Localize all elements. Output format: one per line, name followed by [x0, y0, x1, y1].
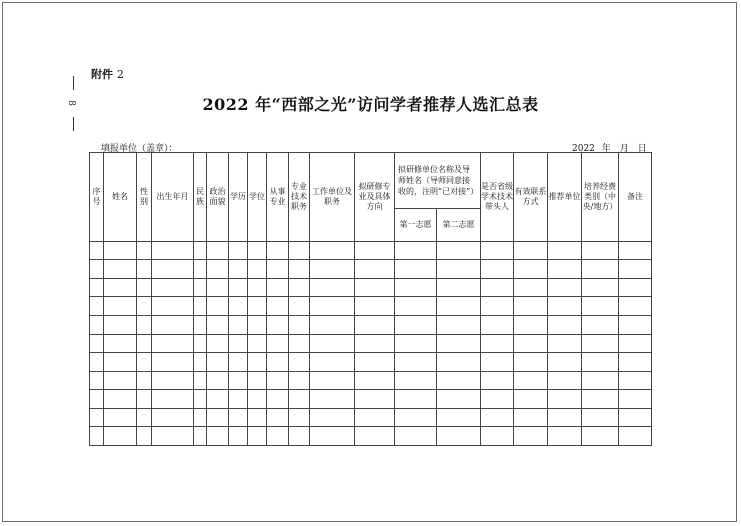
table-cell[interactable]: [619, 278, 652, 297]
table-cell[interactable]: [152, 260, 194, 279]
table-cell[interactable]: [548, 371, 582, 390]
table-cell[interactable]: [481, 297, 514, 316]
side-rule-bottom: [73, 117, 74, 131]
table-cell[interactable]: [582, 427, 619, 446]
table-cell[interactable]: [310, 297, 355, 316]
table-cell[interactable]: [481, 353, 514, 372]
header-ethnicity: 民族: [194, 153, 207, 242]
table-cell[interactable]: [619, 241, 652, 260]
table-cell[interactable]: [355, 408, 395, 427]
table-cell[interactable]: [194, 260, 207, 279]
table-cell[interactable]: [355, 371, 395, 390]
table-cell[interactable]: [437, 353, 481, 372]
table-cell[interactable]: [619, 408, 652, 427]
table-cell[interactable]: [137, 353, 152, 372]
table-cell[interactable]: [310, 334, 355, 353]
table-cell[interactable]: [90, 390, 104, 409]
table-cell[interactable]: [355, 390, 395, 409]
table-cell[interactable]: [437, 297, 481, 316]
table-cell[interactable]: [289, 241, 310, 260]
table-cell[interactable]: [137, 427, 152, 446]
table-cell[interactable]: [152, 315, 194, 334]
table-cell[interactable]: [395, 353, 437, 372]
table-cell[interactable]: [481, 371, 514, 390]
table-cell[interactable]: [395, 278, 437, 297]
header-birth: 出生年月: [152, 153, 194, 242]
header-name: 姓名: [104, 153, 137, 242]
table-cell[interactable]: [137, 241, 152, 260]
table-cell[interactable]: [289, 278, 310, 297]
table-cell[interactable]: [152, 278, 194, 297]
table-row: [90, 390, 652, 409]
table-cell[interactable]: [267, 278, 289, 297]
table-cell[interactable]: [229, 241, 248, 260]
table-cell[interactable]: [289, 353, 310, 372]
table-cell[interactable]: [582, 353, 619, 372]
table-cell[interactable]: [267, 427, 289, 446]
table-row: [90, 315, 652, 334]
table-cell[interactable]: [481, 408, 514, 427]
table-cell[interactable]: [310, 390, 355, 409]
table-cell[interactable]: [481, 260, 514, 279]
table-cell[interactable]: [194, 297, 207, 316]
table-cell[interactable]: [437, 315, 481, 334]
table-cell[interactable]: [548, 427, 582, 446]
table-cell[interactable]: [514, 241, 548, 260]
table-cell[interactable]: [267, 241, 289, 260]
table-cell[interactable]: [229, 408, 248, 427]
table-cell[interactable]: [289, 408, 310, 427]
table-cell[interactable]: [248, 353, 267, 372]
table-cell[interactable]: [152, 353, 194, 372]
table-cell[interactable]: [207, 390, 229, 409]
table-cell[interactable]: [289, 334, 310, 353]
table-cell[interactable]: [194, 408, 207, 427]
page-number-mark: 8: [65, 100, 76, 106]
table-cell[interactable]: [437, 427, 481, 446]
table-cell[interactable]: [481, 278, 514, 297]
table-cell[interactable]: [104, 297, 137, 316]
table-cell[interactable]: [90, 334, 104, 353]
table-cell[interactable]: [194, 390, 207, 409]
table-cell[interactable]: [619, 260, 652, 279]
table-row: [90, 371, 652, 390]
table-cell[interactable]: [104, 353, 137, 372]
table-cell[interactable]: [207, 260, 229, 279]
table-cell[interactable]: [194, 278, 207, 297]
table-cell[interactable]: [355, 427, 395, 446]
table-cell[interactable]: [548, 353, 582, 372]
table-cell[interactable]: [619, 353, 652, 372]
table-cell[interactable]: [194, 427, 207, 446]
table-cell[interactable]: [355, 353, 395, 372]
table-cell[interactable]: [152, 241, 194, 260]
table-cell[interactable]: [310, 408, 355, 427]
table-cell[interactable]: [355, 315, 395, 334]
table-cell[interactable]: [514, 408, 548, 427]
attachment-label: [91, 66, 124, 82]
table-cell[interactable]: [395, 371, 437, 390]
table-cell[interactable]: [395, 334, 437, 353]
table-cell[interactable]: [395, 297, 437, 316]
table-cell[interactable]: [481, 241, 514, 260]
header-first-choice: 第一志愿: [395, 208, 437, 241]
table-cell[interactable]: [289, 390, 310, 409]
table-cell[interactable]: [267, 297, 289, 316]
table-cell[interactable]: [152, 408, 194, 427]
table-cell[interactable]: [194, 315, 207, 334]
table-cell[interactable]: [248, 297, 267, 316]
header-host: 拟研修单位名称及导师姓名（导师同意接收的，注明“已对接”）: [395, 153, 481, 209]
table-row: [90, 278, 652, 297]
table-cell[interactable]: [355, 334, 395, 353]
table-cell[interactable]: [481, 315, 514, 334]
table-cell[interactable]: [248, 427, 267, 446]
table-cell[interactable]: [207, 334, 229, 353]
table-cell[interactable]: [582, 371, 619, 390]
table-row: [90, 241, 652, 260]
table-cell[interactable]: [152, 371, 194, 390]
table-cell[interactable]: [137, 278, 152, 297]
table-cell[interactable]: [229, 334, 248, 353]
header-research: 拟研修专业及具体方向: [355, 153, 395, 242]
table-cell[interactable]: [248, 260, 267, 279]
table-cell[interactable]: [267, 390, 289, 409]
table-cell[interactable]: [267, 353, 289, 372]
table-cell[interactable]: [207, 241, 229, 260]
table-cell[interactable]: [207, 427, 229, 446]
table-cell[interactable]: [582, 260, 619, 279]
table-cell[interactable]: [437, 390, 481, 409]
table-cell[interactable]: [582, 408, 619, 427]
table-cell[interactable]: [104, 427, 137, 446]
table-cell[interactable]: [514, 390, 548, 409]
header-remarks: 备注: [619, 153, 652, 242]
table-cell[interactable]: [229, 315, 248, 334]
table-cell[interactable]: [355, 241, 395, 260]
header-leader: 是否省级学术技术带头人: [481, 153, 514, 242]
table-cell[interactable]: [514, 334, 548, 353]
table-cell[interactable]: [90, 297, 104, 316]
table-cell[interactable]: [582, 297, 619, 316]
table-cell[interactable]: [548, 241, 582, 260]
table-cell[interactable]: [229, 260, 248, 279]
table-cell[interactable]: [514, 371, 548, 390]
table-cell[interactable]: [619, 334, 652, 353]
table-cell[interactable]: [194, 371, 207, 390]
table-cell[interactable]: [437, 408, 481, 427]
table-cell[interactable]: [481, 334, 514, 353]
table-cell[interactable]: [619, 371, 652, 390]
table-cell[interactable]: [152, 427, 194, 446]
table-cell[interactable]: [289, 260, 310, 279]
table-cell[interactable]: [437, 278, 481, 297]
table-cell[interactable]: [104, 278, 137, 297]
table-cell[interactable]: [395, 315, 437, 334]
table-cell[interactable]: [90, 260, 104, 279]
table-cell[interactable]: [514, 315, 548, 334]
table-cell[interactable]: [395, 241, 437, 260]
table-cell[interactable]: [355, 297, 395, 316]
table-cell[interactable]: [104, 408, 137, 427]
table-cell[interactable]: [137, 371, 152, 390]
table-cell[interactable]: [248, 408, 267, 427]
table-cell[interactable]: [395, 390, 437, 409]
table-cell[interactable]: [548, 260, 582, 279]
table-cell[interactable]: [229, 390, 248, 409]
table-cell[interactable]: [90, 315, 104, 334]
table-cell[interactable]: [267, 334, 289, 353]
table-cell[interactable]: [310, 427, 355, 446]
table-cell[interactable]: [207, 278, 229, 297]
table-cell[interactable]: [104, 371, 137, 390]
table-cell[interactable]: [619, 427, 652, 446]
table-cell[interactable]: [481, 390, 514, 409]
header-education: 学历: [229, 153, 248, 242]
table-cell[interactable]: [582, 241, 619, 260]
table-cell[interactable]: [355, 260, 395, 279]
header-contact: 有效联系方式: [514, 153, 548, 242]
table-cell[interactable]: [104, 260, 137, 279]
table-cell[interactable]: [582, 334, 619, 353]
table-cell[interactable]: [229, 371, 248, 390]
table-cell[interactable]: [248, 315, 267, 334]
table-cell[interactable]: [137, 297, 152, 316]
table-cell[interactable]: [152, 390, 194, 409]
header-funding: 培养经费类别（中央/地方）: [582, 153, 619, 242]
table-cell[interactable]: [137, 334, 152, 353]
header-gender: 性别: [137, 153, 152, 242]
header-degree: 学位: [248, 153, 267, 242]
table-cell[interactable]: [548, 390, 582, 409]
table-cell[interactable]: [582, 390, 619, 409]
table-cell[interactable]: [582, 278, 619, 297]
table-cell[interactable]: [194, 353, 207, 372]
table-cell[interactable]: [90, 353, 104, 372]
document-title: 2022 年“西部之光”访问学者推荐人选汇总表: [202, 95, 539, 114]
table-cell[interactable]: [619, 315, 652, 334]
table-cell[interactable]: [267, 371, 289, 390]
table-cell[interactable]: [90, 427, 104, 446]
table-cell[interactable]: [548, 408, 582, 427]
table-row: [90, 334, 652, 353]
table-cell[interactable]: [310, 371, 355, 390]
table-cell[interactable]: [104, 315, 137, 334]
table-cell[interactable]: [207, 408, 229, 427]
table-cell[interactable]: [229, 297, 248, 316]
table-cell[interactable]: [267, 260, 289, 279]
table-cell[interactable]: [104, 334, 137, 353]
table-cell[interactable]: [289, 315, 310, 334]
table-cell[interactable]: [248, 334, 267, 353]
table-cell[interactable]: [207, 315, 229, 334]
table-cell[interactable]: [229, 427, 248, 446]
table-cell[interactable]: [310, 260, 355, 279]
table-cell[interactable]: [137, 260, 152, 279]
table-cell[interactable]: [104, 390, 137, 409]
table-cell[interactable]: [267, 315, 289, 334]
fill-unit-label: 填报单位（盖章）：: [101, 144, 178, 154]
table-cell[interactable]: [194, 334, 207, 353]
table-cell[interactable]: [548, 297, 582, 316]
header-title: 专业技术职务: [289, 153, 310, 242]
table-cell[interactable]: [90, 241, 104, 260]
table-row: [90, 408, 652, 427]
table-cell[interactable]: [437, 334, 481, 353]
table-cell[interactable]: [619, 297, 652, 316]
header-work: 工作单位及职务: [310, 153, 355, 242]
table-cell[interactable]: [194, 241, 207, 260]
table-cell[interactable]: [395, 427, 437, 446]
table-cell[interactable]: [548, 315, 582, 334]
fill-date-label: 2022 年 月 日: [572, 144, 647, 154]
table-cell[interactable]: [619, 390, 652, 409]
table-cell[interactable]: [514, 297, 548, 316]
table-row: [90, 353, 652, 372]
header-second-choice: 第二志愿: [437, 208, 481, 241]
table-cell[interactable]: [152, 334, 194, 353]
table-cell[interactable]: [310, 241, 355, 260]
table-cell[interactable]: [207, 371, 229, 390]
attachment-number: 2: [116, 68, 124, 81]
table-cell[interactable]: [310, 315, 355, 334]
table-cell[interactable]: [90, 278, 104, 297]
table-cell[interactable]: [289, 371, 310, 390]
table-cell[interactable]: [229, 353, 248, 372]
table-cell[interactable]: [152, 297, 194, 316]
table-cell[interactable]: [137, 408, 152, 427]
table-cell[interactable]: [137, 390, 152, 409]
attachment-word: 附件: [91, 68, 113, 81]
table-cell[interactable]: [289, 297, 310, 316]
table-cell[interactable]: [207, 297, 229, 316]
table-cell[interactable]: [437, 260, 481, 279]
candidate-summary-table: [89, 152, 652, 446]
side-rule-top: [73, 76, 74, 90]
table-cell[interactable]: [437, 371, 481, 390]
table-cell[interactable]: [310, 353, 355, 372]
table-cell[interactable]: [104, 241, 137, 260]
table-cell[interactable]: [481, 427, 514, 446]
table-cell[interactable]: [248, 371, 267, 390]
table-row: [90, 427, 652, 446]
table-body: [90, 241, 652, 445]
table-cell[interactable]: [289, 427, 310, 446]
table-row: [90, 260, 652, 279]
table-cell[interactable]: [548, 334, 582, 353]
table-cell[interactable]: [514, 278, 548, 297]
table-cell[interactable]: [437, 241, 481, 260]
table-cell[interactable]: [229, 278, 248, 297]
table-cell[interactable]: [248, 278, 267, 297]
header-seq: 序号: [90, 153, 104, 242]
table-cell[interactable]: [267, 408, 289, 427]
table-cell[interactable]: [90, 408, 104, 427]
table-cell[interactable]: [514, 353, 548, 372]
table-row: [90, 297, 652, 316]
table-cell[interactable]: [548, 278, 582, 297]
table-cell[interactable]: [355, 278, 395, 297]
table-cell[interactable]: [395, 260, 437, 279]
table-cell[interactable]: [514, 260, 548, 279]
header-major: 从事专业: [267, 153, 289, 242]
table-cell[interactable]: [310, 278, 355, 297]
table-cell[interactable]: [582, 315, 619, 334]
table-cell[interactable]: [248, 390, 267, 409]
table-cell[interactable]: [248, 241, 267, 260]
table-cell[interactable]: [514, 427, 548, 446]
table-cell[interactable]: [207, 353, 229, 372]
header-politics: 政治面貌: [207, 153, 229, 242]
table-cell[interactable]: [395, 408, 437, 427]
table-cell[interactable]: [90, 371, 104, 390]
table-cell[interactable]: [137, 315, 152, 334]
header-recommender: 推荐单位: [548, 153, 582, 242]
